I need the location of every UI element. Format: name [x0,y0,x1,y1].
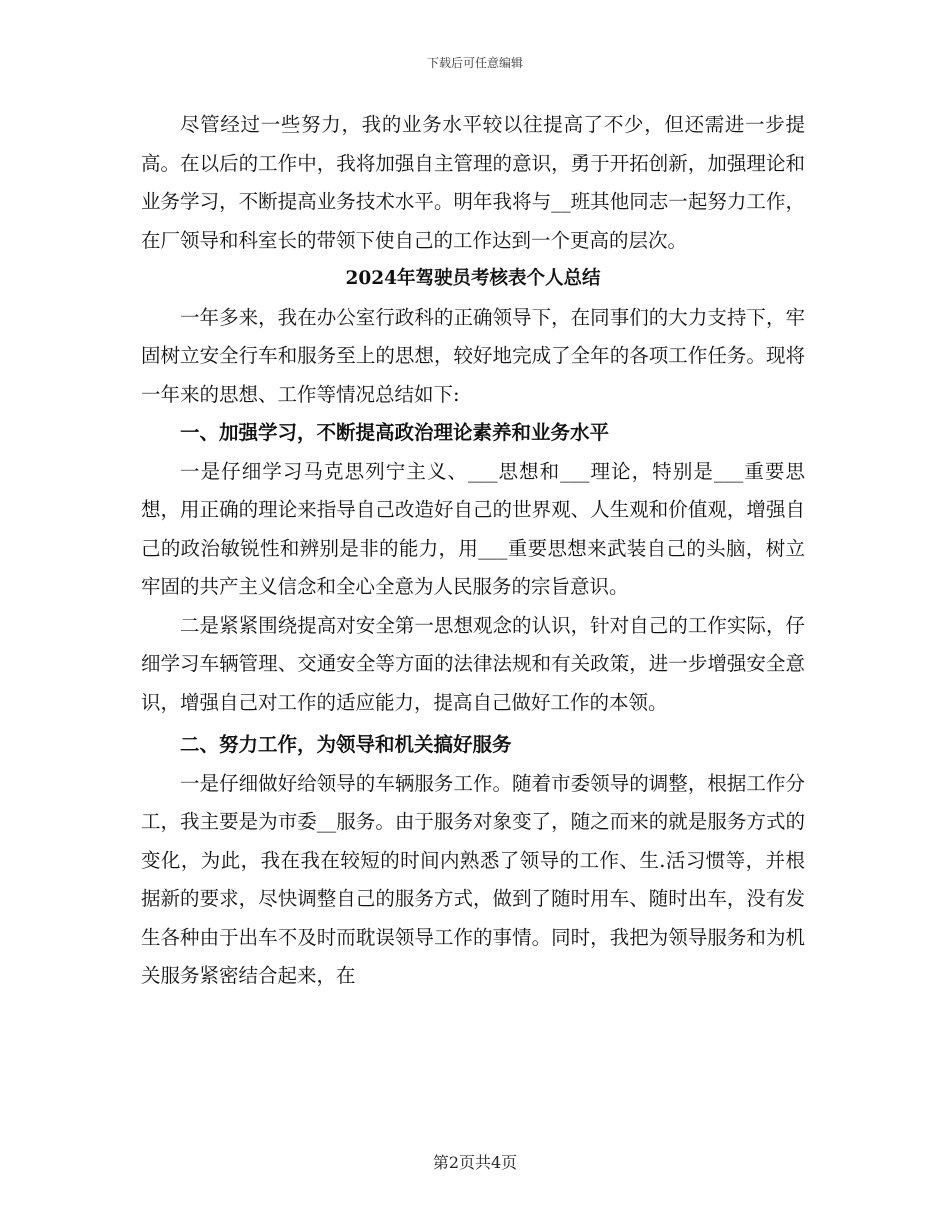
document-body [141,106,805,996]
section-heading-2: 二、努力工作，为领导和机关搞好服务 [180,733,512,756]
paragraph-3: 一是仔细学习马克思列宁主义、___思想和___理论，特别是___重要思想，用正确的理论来指导自己改造好自己的世界观、人生观和价值观，增强自己的政治敏锐性和辨别是非的能力，用___重要思想来武装自己的头脑，树立牢固的共产主义信念和全心全意为人民服务的宗旨意识。 [141,459,805,598]
document-title: 2024年驾驶员考核表个人总结 [345,268,601,289]
paragraph-2: 一年多来，我在办公室行政科的正确领导下，在同事们的大力支持下，牢固树立安全行车和服务至上的思想，较好地完成了全年的各项工作任务。现将一年来的思想、工作等情况总结如下: [141,305,805,406]
page-number: 第2页共4页 [432,1153,518,1172]
paragraph-4: 二是紧紧围绕提高对安全第一思想观念的认识，针对自己的工作实际，仔细学习车辆管理、交通安全等方面的法律法规和有关政策，进一步增强安全意识，增强自己对工作的适应能力，提高自己做好工作的本领。 [141,613,805,714]
page-header-note: 下载后可任意编辑 [426,56,523,70]
paragraph-1: 尽管经过一些努力，我的业务水平较以往提高了不少，但还需进一步提高。在以后的工作中，我将加强自主管理的意识，勇于开拓创新，加强理论和业务学习，不断提高业务技术水平。明年我将与__班其他同志一起努力工作，在厂领导和科室长的带领下使自己的工作达到一个更高的层次。 [141,113,805,252]
section-heading-1: 一、加强学习，不断提高政治理论素养和业务水平 [180,421,610,444]
paragraph-5: 一是仔细做好给领导的车辆服务工作。随着市委领导的调整，根据工作分工，我主要是为市委__服务。由于服务对象变了，随之而来的就是服务方式的变化，为此，我在我在较短的时间内熟悉了领导的工作、生.活习惯等，并根据新的要求，尽快调整自己的服务方式，做到了随时用车、随时出车，没有发生各种由于出车不及时而耽误领导工作的事情。同时，我把为领导服务和为机关服务紧密结合起来，在 [141,771,805,987]
